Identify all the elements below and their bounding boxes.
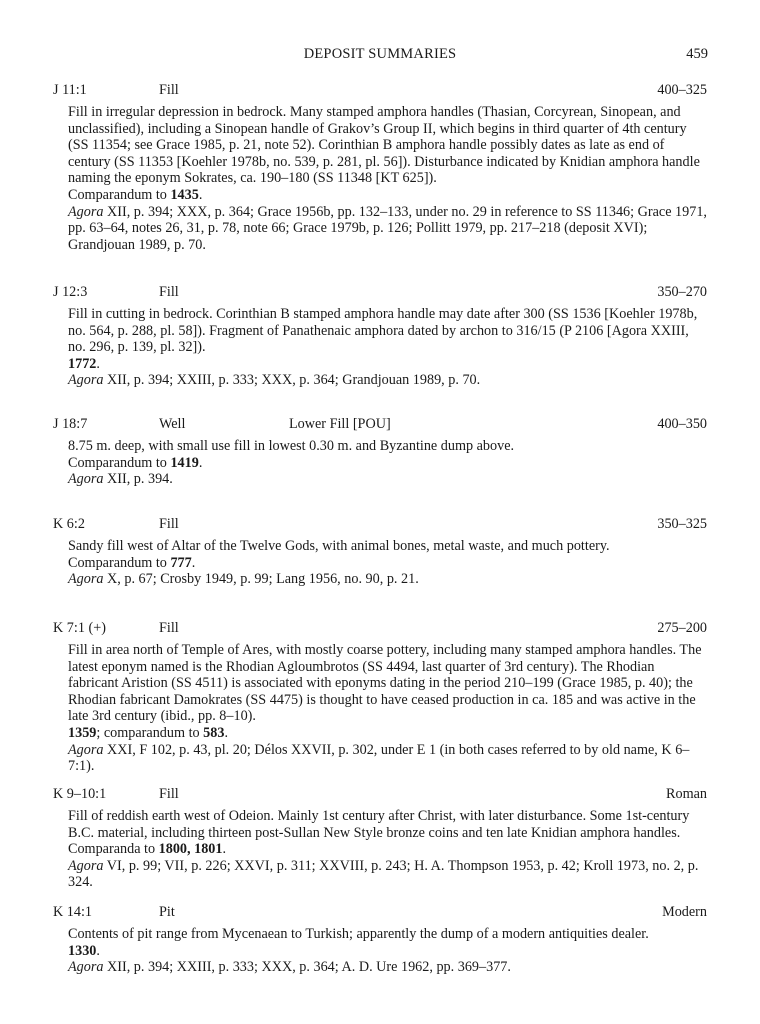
deposit-date: 350–325 [657,516,707,532]
deposit-type: Fill [159,786,179,802]
entry-heading [53,284,707,301]
deposit-type: Fill [159,82,179,98]
catalogue-number: 1772 [68,355,97,372]
page-number: 459 [686,46,708,62]
comparanda-line [68,725,707,742]
deposit-id: J 11:1 [53,82,87,98]
comparanda-prefix: Comparanda to [68,841,159,858]
comparanda-suffix: . [96,942,100,959]
deposit-entry [53,416,707,488]
deposit-entry [53,620,707,775]
bibliography [68,742,707,775]
comparanda-line [68,455,707,472]
deposit-description: Fill of reddish earth west of Odeion. Mainly 1st century after Christ, with later disturbance. Some 1st-century B.C. material, including thirteen post-Sullan New Style bronze coins and ten late Knidian amphora handles. [68,808,690,841]
entry-body [53,538,707,588]
bibliography [68,372,707,389]
bibliography-text: XII, p. 394. [103,471,173,488]
comparanda-line [68,555,707,572]
bibliography-text: X, p. 67; Crosby 1949, p. 99; Lang 1956, no. 90, p. 21. [103,571,419,588]
deposit-type: Fill [159,284,179,300]
deposit-id: J 12:3 [53,284,88,300]
comparanda-suffix: . [198,454,203,471]
agora-series: Agora [68,741,104,758]
catalogue-number: 1330 [68,942,97,959]
deposit-date: Roman [666,786,707,802]
deposit-id: K 6:2 [53,516,85,532]
deposit-description: Contents of pit range from Mycenaean to Turkish; apparently the dump of a modern antiquities dealer. [68,926,649,942]
deposit-entry [53,904,707,976]
deposit-entry [53,516,707,588]
comparanda-suffix: . [191,554,196,571]
deposit-description: Fill in irregular depression in bedrock. Many stamped amphora handles (Thasian, Corcyrean, Sinopean, and unclassified), including a Sinopean handle of Grakov’s Group II, which begins in third quarter of 4th century (SS 11354; see Grace 1985, p. 21, note 52). Corinthian B amphora handle possibly dates as late as end of century (SS 11353 [Koehler 1978b, no. 539, p. 281, pl. 56]). Disturbance indicated by Knidian amphora handle naming the eponym Sokrates, ca. 190–180 (SS 11348 [KT 625]). [68,104,700,187]
comparanda-suffix: . [222,841,227,858]
bibliography-text: XII, p. 394; XXX, p. 364; Grace 1956b, pp. 132–133, under no. 29 in reference to SS 11346; Grace 1971, pp. 63–64, notes 26, 31, p. 78, note 66; Grace 1979b, p. 126; Pollitt 1979, pp. 217–218 (deposit XVI); Grandjouan 1989, p. 70. [68,203,707,253]
deposit-id: K 9–10:1 [53,786,107,802]
comparanda-suffix: ; comparandum to [96,724,204,741]
catalogue-number: 777 [170,554,192,571]
deposit-id: K 14:1 [53,904,93,920]
deposit-date: 275–200 [657,620,707,636]
bibliography [68,471,707,488]
deposit-date: 400–325 [657,82,707,98]
agora-series: Agora [68,372,104,389]
entry-heading [53,82,707,99]
agora-series: Agora [68,471,104,488]
deposit-date: 400–350 [657,416,707,432]
deposit-id: K 7:1 (+) [53,620,106,636]
entry-body [53,438,707,488]
deposit-type: Fill [159,620,179,636]
deposit-date: Modern [662,904,707,920]
bibliography [68,858,707,891]
agora-series: Agora [68,203,104,220]
comparanda-line [68,943,707,960]
deposit-type: Fill [159,516,179,532]
deposit-type: Pit [159,904,175,920]
catalogue-number: 1435 [170,186,199,203]
entry-body [53,306,707,389]
deposit-description: Sandy fill west of Altar of the Twelve Gods, with animal bones, metal waste, and much pottery. [68,538,610,554]
deposit-entry [53,82,707,253]
deposit-fill: Lower Fill [POU] [289,416,391,432]
catalogue-number: 1800, 1801 [158,841,223,858]
bibliography-text: XII, p. 394; XXIII, p. 333; XXX, p. 364; Grandjouan 1989, p. 70. [103,372,481,389]
agora-series: Agora [68,571,104,588]
comparanda-suffix: . [198,186,203,203]
deposit-date: 350–270 [657,284,707,300]
comparanda-prefix: Comparandum to [68,554,171,571]
deposit-entry [53,786,707,891]
running-head [0,46,760,64]
comparanda-line [68,356,707,373]
entry-heading [53,516,707,533]
entry-heading [53,416,707,433]
comparanda-suffix: . [96,355,100,372]
deposit-description: Fill in area north of Temple of Ares, with mostly coarse pottery, including many stamped amphora handles. The latest eponym named is the Rhodian Agloumbrotos (SS 4494, last quarter of 3rd century). The Rhodian fabricant Aristion (SS 4511) is associated with eponyms dating in the period 210–199 (Grace 1985, p. 40); the Rhodian fabricant Damokrates (SS 4475) is thought to have ceased production in ca. 185 and was active in the late 3rd century (ibid., pp. 8–10). [68,642,702,725]
catalogue-number: 1419 [170,454,199,471]
bibliography-text: XXI, F 102, p. 43, pl. 20; Délos XXVII, p. 302, under E 1 (in both cases referred to by old name, K 6–7:1). [68,741,690,775]
agora-series: Agora [68,857,104,874]
deposit-id: J 18:7 [53,416,88,432]
bibliography-text: XII, p. 394; XXIII, p. 333; XXX, p. 364; A. D. Ure 1962, pp. 369–377. [103,959,511,976]
entry-heading [53,786,707,803]
deposit-description: 8.75 m. deep, with small use fill in lowest 0.30 m. and Byzantine dump above. [68,438,515,454]
deposit-description: Fill in cutting in bedrock. Corinthian B stamped amphora handle may date after 300 (SS 1536 [Koehler 1978b, no. 564, p. 288, pl. 58]). Fragment of Panathenaic amphora dated by archon to 316/15 (P 2106 [Agora XXIII, no. 296, p. 139, pl. 32]). [68,306,698,356]
entry-body [53,104,707,253]
entry-body [53,642,707,775]
bibliography [68,204,707,254]
comparanda-line [68,187,707,204]
deposit-entry [53,284,707,389]
catalogue-number-2: 583 [203,724,225,741]
entry-heading [53,904,707,921]
comparanda-suffix-2: . [224,724,228,741]
entry-body [53,808,707,891]
comparanda-prefix: Comparandum to [68,454,171,471]
deposit-type: Well [159,416,186,432]
agora-series: Agora [68,959,104,976]
running-title: DEPOSIT SUMMARIES [303,46,457,62]
bibliography [68,571,707,588]
entry-body [53,926,707,976]
catalogue-number: 1359 [68,724,97,741]
bibliography-text: VI, p. 99; VII, p. 226; XXVI, p. 311; XXVIII, p. 243; H. A. Thompson 1953, p. 42; Kroll 1973, no. 2, p. 324. [68,857,699,891]
comparanda-prefix: Comparandum to [68,186,171,203]
comparanda-line [68,841,707,858]
entry-heading [53,620,707,637]
bibliography [68,959,707,976]
